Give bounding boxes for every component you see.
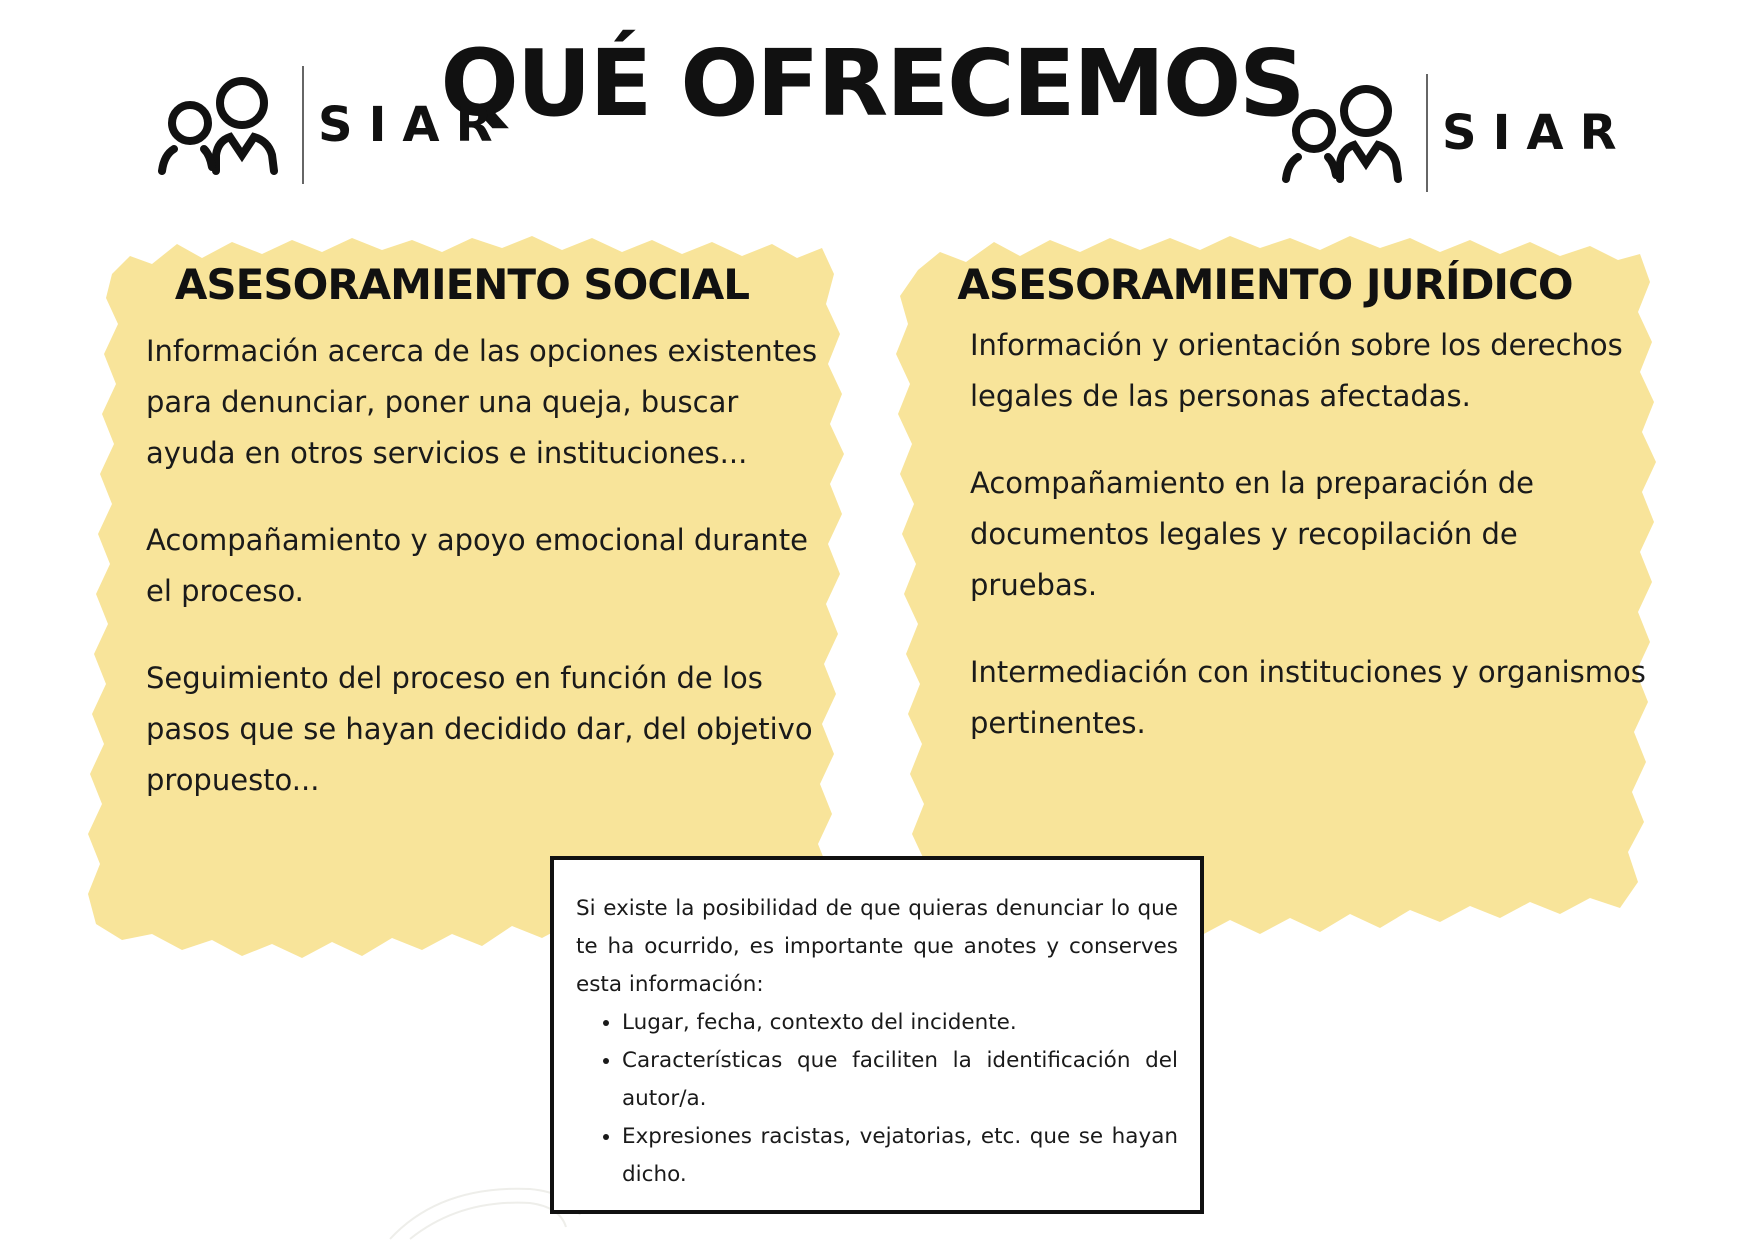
two-people-icon: [1282, 83, 1412, 183]
info-list-item: • Características que faciliten la identificación del autor/a.: [622, 1042, 1178, 1118]
info-list: [576, 1004, 1178, 1194]
siar-logo-left: [158, 66, 509, 184]
info-intro: Si existe la posibilidad de que quieras denunciar lo que te ha ocurrido, es importante que anotes y conserves esta información:: [576, 896, 1178, 997]
logo-divider: [302, 66, 304, 184]
social-paragraph: Información acerca de las opciones existentes para denunciar, poner una queja, buscar ayuda en otros servicios e instituciones...: [146, 334, 818, 470]
social-paragraph: Acompañamiento y apoyo emocional durante el proceso.: [146, 523, 808, 608]
siar-wordmark: SIAR: [318, 97, 509, 153]
legal-heading: ASESORAMIENTO JURÍDICO: [957, 260, 1573, 309]
legal-paragraph: Intermediación con instituciones y organismos pertinentes.: [970, 655, 1646, 740]
info-list-item: • Expresiones racistas, vejatorias, etc. que se hayan dicho.: [622, 1118, 1178, 1194]
legal-paragraph: Acompañamiento en la preparación de documentos legales y recopilación de pruebas.: [970, 466, 1534, 602]
siar-wordmark: SIAR: [1442, 105, 1633, 161]
social-body: [146, 326, 836, 842]
social-heading: ASESORAMIENTO SOCIAL: [174, 260, 750, 309]
info-list-item: • Lugar, fecha, contexto del incidente.: [622, 1004, 1178, 1042]
legal-paragraph: Información y orientación sobre los derechos legales de las personas afectadas.: [970, 328, 1623, 413]
siar-logo-right: [1282, 74, 1633, 192]
info-box: [550, 856, 1204, 1214]
logo-divider: [1426, 74, 1428, 192]
legal-advice-panel: [890, 234, 1660, 954]
page-title: QUÉ OFRECEMOS: [440, 30, 1304, 137]
two-people-icon: [158, 75, 288, 175]
legal-body: [970, 320, 1650, 785]
social-paragraph: Seguimiento del proceso en función de los pasos que se hayan decidido dar, del objetivo propuesto...: [146, 661, 813, 797]
